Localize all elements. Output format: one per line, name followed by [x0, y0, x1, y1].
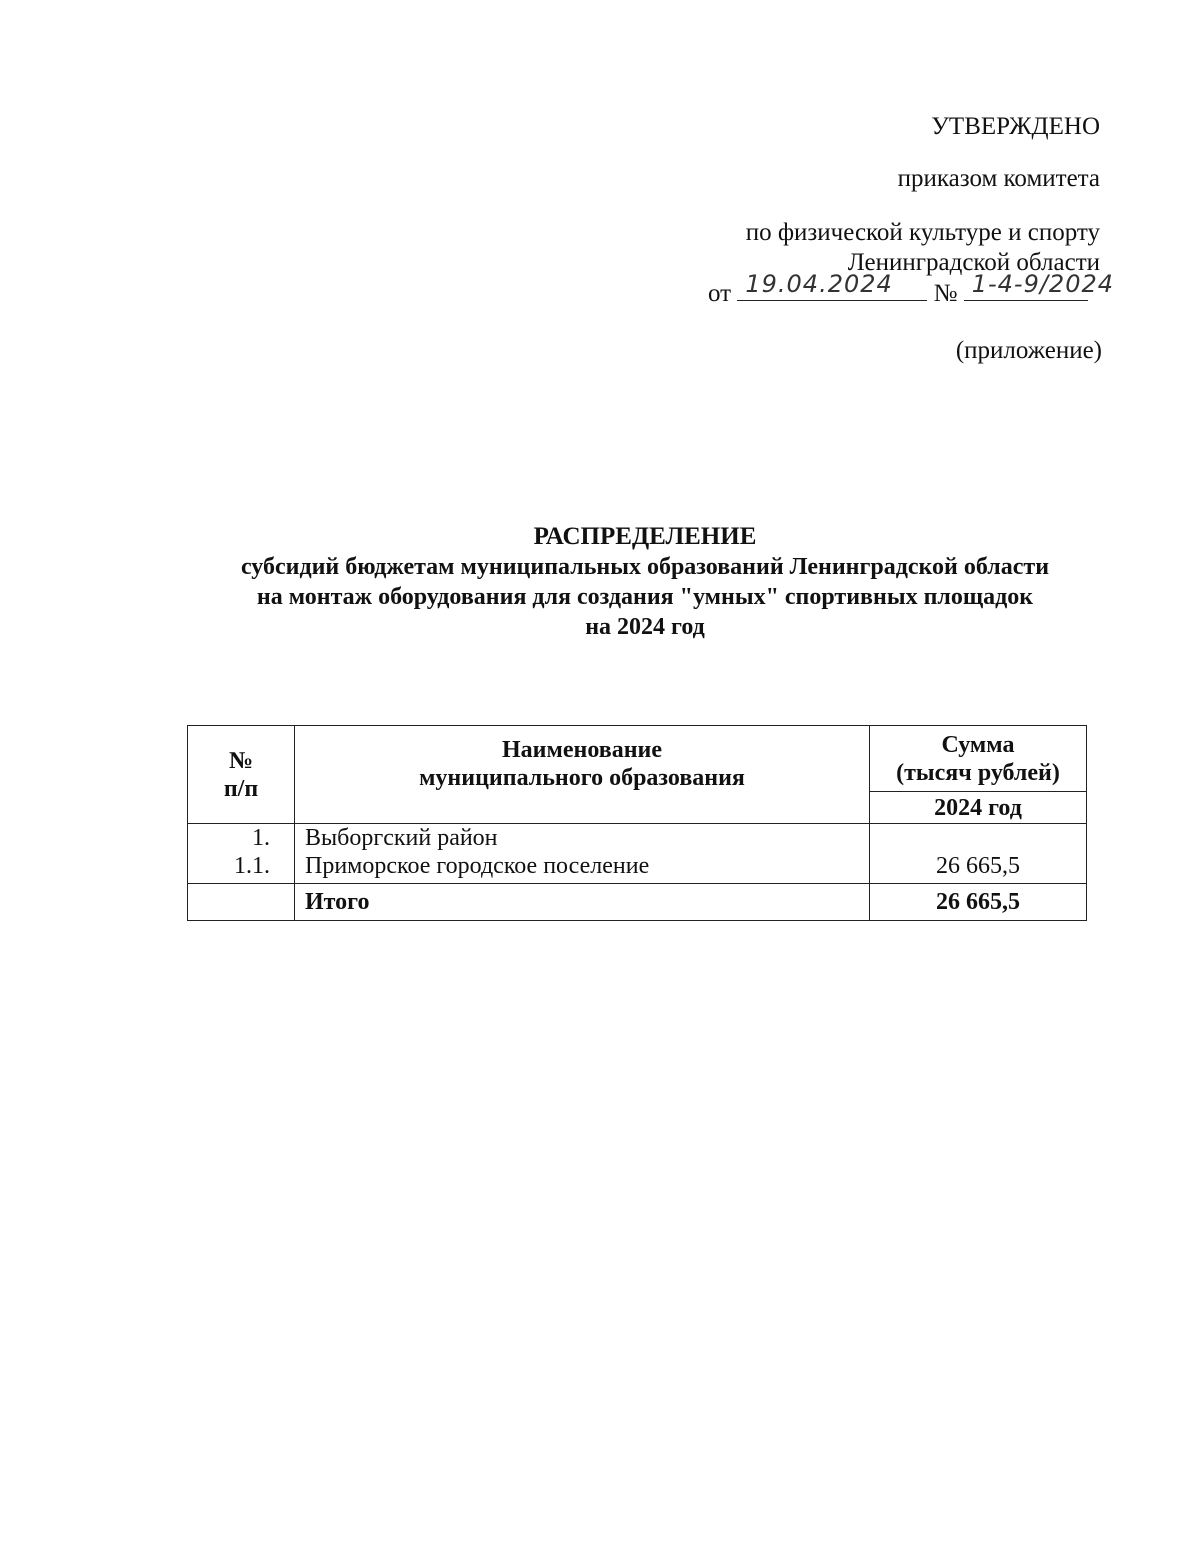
approval-block [746, 112, 1100, 278]
heading-line-year: на 2024 год [585, 614, 705, 640]
table-row [188, 824, 1087, 884]
total-num-cell [188, 884, 295, 921]
date-field [737, 270, 927, 301]
handwritten-date: 19.04.2024 [745, 270, 893, 298]
from-label: от [708, 280, 732, 307]
header-year: 2024 год [870, 792, 1087, 824]
header-sum-line2: (тысяч рублей) [896, 759, 1060, 786]
header-sum-line1: Сумма [941, 731, 1015, 758]
header-num-line2: п/п [223, 775, 259, 802]
heading-line-purpose: на монтаж оборудования для создания "умных" спортивных площадок [256, 584, 1034, 610]
row-name: Выборгский район [305, 825, 498, 851]
heading-title: РАСПРЕДЕЛЕНИЕ [533, 523, 757, 550]
approval-line-region: Ленинградской области [847, 249, 1100, 276]
handwritten-number: 1-4-9/2024 [971, 270, 1115, 298]
approval-title: УТВЕРЖДЕНО [931, 113, 1100, 140]
total-amount: 26 665,5 [870, 884, 1087, 921]
header-num [188, 726, 295, 824]
header-name-line2: муниципального образования [419, 765, 745, 791]
header-sum [870, 726, 1087, 792]
heading-line-subsidies: субсидий бюджетам муниципальных образований Ленинградской области [240, 554, 1050, 580]
appendix-label: (приложение) [955, 337, 1102, 364]
number-field [964, 270, 1115, 301]
row-amount [870, 824, 1086, 852]
header-name-line1: Наименование [502, 737, 662, 763]
row-name: Приморское городское поселение [305, 853, 650, 879]
distribution-table [187, 725, 1087, 921]
approval-date-number [708, 270, 1115, 308]
row-num-cell [188, 824, 295, 884]
row-num: 1. [252, 825, 270, 851]
total-label: Итого [295, 884, 870, 921]
row-num: 1.1. [234, 853, 270, 879]
total-row [188, 884, 1087, 921]
approval-line-order: приказом комитета [897, 165, 1100, 192]
document-heading [0, 522, 1200, 642]
row-amount-cell [870, 824, 1087, 884]
header-num-line1: № [228, 747, 254, 774]
row-name-cell [295, 824, 870, 884]
approval-line-committee: по физической культуре и спорту [745, 219, 1100, 246]
row-amount: 26 665,5 [936, 853, 1020, 879]
number-label: № [933, 280, 958, 307]
header-name [295, 726, 870, 824]
